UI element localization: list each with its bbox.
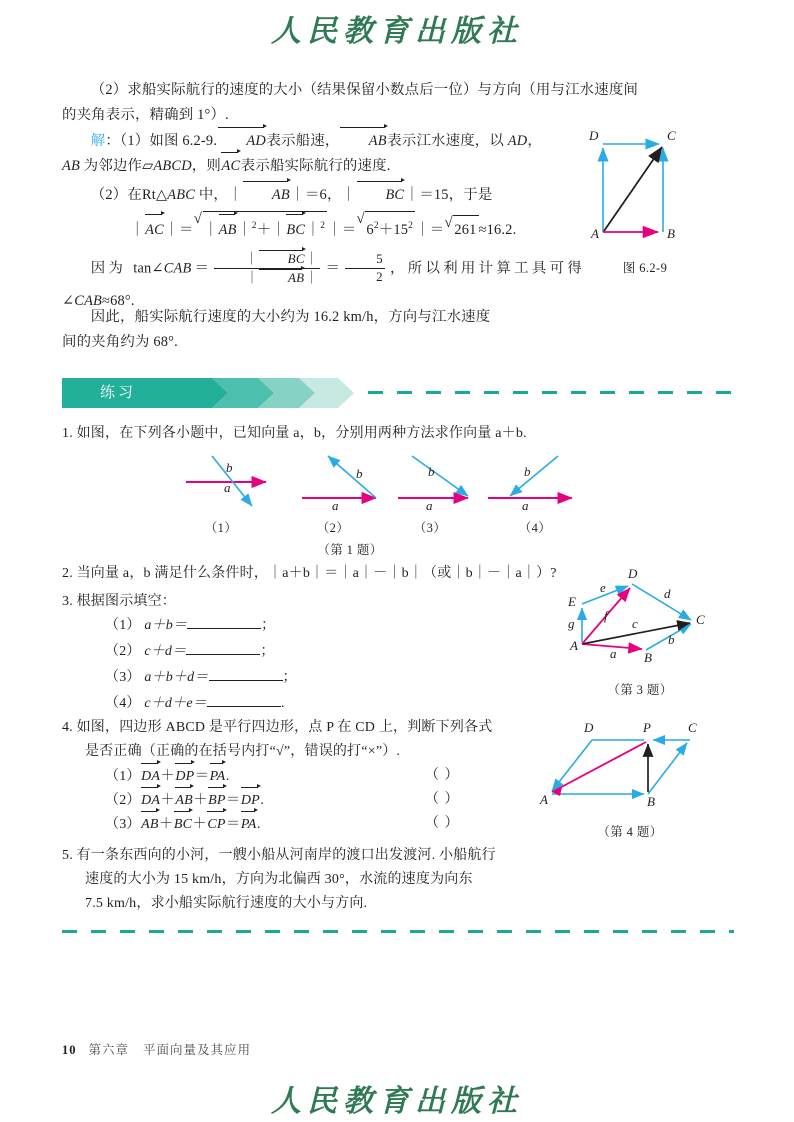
solution-line-3	[62, 182, 562, 208]
p4-2-eq: ＝	[226, 793, 241, 808]
p1-3-vector-b	[412, 456, 468, 496]
figure-6-2-9-caption: 图 6.2-9	[622, 261, 668, 275]
fraction-five-halves	[345, 252, 385, 284]
p4-3-vector-CP: CP	[207, 812, 225, 837]
p3-label-f: f	[604, 608, 608, 623]
p4-label-B: B	[647, 794, 655, 809]
p3-label-e: e	[600, 580, 606, 595]
problem-4-item-1	[105, 764, 535, 789]
p4-label-D: D	[584, 720, 594, 735]
conclusion-line-2: 间的夹角约为 68°.	[62, 334, 178, 350]
eq-abs-close-2: ｜	[305, 221, 321, 238]
problem-4-number: 4.	[62, 720, 73, 735]
eq-abs-close-1: ｜	[237, 221, 252, 238]
conclusion-line-1: 因此，船实际航行速度的大小约为 16.2 km/h，方向与江水速度	[90, 309, 491, 325]
label-C: C	[667, 128, 676, 143]
parallelogram-ABCD: ABCD	[153, 158, 192, 174]
vector-AC: AC	[221, 153, 240, 179]
question-2-line2: 的夹角表示，精确到 1°）.	[62, 107, 229, 123]
p4-1-vector-DP: DP	[175, 764, 194, 789]
sol2-eq2: ｜＝15，于是	[404, 187, 493, 203]
p3-label-c: c	[632, 616, 638, 631]
problem-1-svg	[180, 452, 580, 512]
p1-sublabel-2: （2）	[316, 521, 350, 535]
problem-3-text: 根据图示填空：	[76, 594, 177, 609]
problem-3-item-3	[105, 666, 297, 690]
p4-2-answer-box[interactable]: （ ）	[425, 792, 460, 807]
fraction-num-5: 5	[345, 252, 385, 269]
problem-5-text-1: 有一条东西向的小河，一艘小船从河南岸的渡口出发渡河. 小船航行	[76, 848, 496, 863]
sqrt-body-3: 261	[453, 215, 478, 244]
p4-3-eq: ＝	[226, 817, 241, 832]
problem-3	[62, 590, 502, 614]
p3-label-b: b	[668, 632, 675, 647]
p4-3-vector-AB: AB	[141, 812, 159, 837]
fraction-denominator	[214, 269, 320, 286]
solution-text-e: ，则	[191, 158, 221, 174]
p4-1-op1: ＋	[160, 769, 175, 784]
approx-result: ≈16.2.	[478, 221, 517, 238]
vector-AB-eq: AB	[219, 215, 237, 244]
vector-AD: AD	[218, 128, 266, 154]
p4-1-vector-DA: DA	[141, 764, 160, 789]
p4-2-dot: .	[260, 793, 265, 808]
solution-text-f: 表示船实际航行的速度.	[240, 158, 391, 174]
p4-2-vector-DP: DP	[241, 788, 260, 813]
problem-4-line-2: 是否正确（正确的在括号内打“√”，错误的打“×”）.	[85, 744, 401, 759]
footer-chapter-title: 平面向量及其应用	[143, 1043, 252, 1057]
tan-prefix: 因为 tan∠	[90, 260, 164, 277]
radical-sign-1: √	[193, 211, 203, 227]
vector-BC: BC	[357, 182, 405, 208]
abs-close-4: ｜	[305, 251, 319, 266]
p4-3-vector-BC: BC	[174, 812, 192, 837]
p3-label-g: g	[568, 616, 575, 631]
problem-1-caption: （第 1 题）	[317, 543, 383, 557]
figure-6-2-9	[585, 130, 705, 250]
sol2-eq1: ｜＝6，｜	[290, 187, 357, 203]
tan-eq-1: ＝	[191, 260, 213, 277]
p3-label-A: A	[570, 638, 578, 653]
problem-4-caption: （第 4 题）	[597, 825, 663, 839]
problem-3-item-2	[105, 640, 275, 664]
problem-4-figure	[540, 722, 715, 817]
problem-1	[62, 422, 734, 446]
problem-2-number: 2.	[62, 566, 73, 581]
exponent-2b: 2	[320, 221, 326, 231]
p1-1-label-a: a	[224, 480, 231, 495]
banner-dashed-line	[368, 391, 734, 394]
p4-1-vector-PA: PA	[210, 764, 226, 789]
p4-2-op2: ＋	[193, 793, 208, 808]
solution-colon: ：	[105, 133, 120, 149]
fraction-den-2: 2	[376, 268, 383, 284]
plus-1: ＋	[256, 221, 272, 238]
page-footer	[62, 1040, 251, 1058]
p3-label-d: d	[664, 586, 671, 601]
p4-3-answer-box[interactable]: （ ）	[425, 816, 460, 831]
plus-2: ＋	[378, 221, 394, 238]
rt-triangle-prefix: （2）在Rt△	[90, 187, 168, 203]
tan-postfix: ，所以利用计算工具可得∠	[62, 260, 583, 310]
bottom-dashed-line	[62, 930, 734, 933]
practice-banner	[62, 378, 734, 408]
p3-label-C: C	[696, 612, 705, 627]
p3-label-D: D	[628, 566, 638, 581]
abs-open-5: ｜	[245, 269, 259, 285]
problem-2-text: 当向量 a，b 满足什么条件时，｜a＋b｜＝｜a｜－｜b｜（或｜b｜－｜a｜）?	[76, 566, 557, 581]
problem-4-line-1	[62, 716, 522, 740]
p3-label-E: E	[568, 594, 576, 609]
p1-1-label-b: b	[226, 460, 233, 475]
vector-BC-frac: BC	[259, 251, 305, 267]
problem-3-figure	[560, 558, 720, 668]
problem-3-item-4	[105, 692, 285, 716]
p4-vector-BC	[648, 743, 687, 794]
p3-item-1-blank[interactable]	[187, 615, 261, 629]
equation-magnitude-AC	[130, 211, 650, 244]
problem-4-item-2	[105, 788, 535, 813]
segment-AD: AD	[507, 133, 528, 149]
problem-5-number: 5.	[62, 848, 73, 863]
vector-AC-line	[604, 147, 662, 231]
solution-text-b: 表示船速，	[266, 133, 340, 149]
exponent-2d: 2	[408, 221, 414, 231]
solution-text-c: 表示江水速度，以	[387, 133, 508, 149]
sqrt-expr-3	[444, 215, 478, 244]
p1-4-label-b: b	[524, 464, 531, 479]
p1-sublabel-4: （4）	[518, 521, 552, 535]
sqrt-body-2	[365, 211, 415, 244]
p3-vector-d-DC	[632, 584, 691, 620]
sol2-mid: 中，｜	[195, 187, 243, 203]
p1-2-label-a: a	[332, 498, 339, 513]
p4-3-op2: ＋	[192, 817, 207, 832]
p1-sublabel-3: （3）	[413, 521, 447, 535]
sqrt-body-1	[203, 211, 328, 244]
eq-sign-1: ｜＝	[164, 221, 194, 238]
value-6: 6	[366, 221, 374, 238]
p3-item-4-blank[interactable]	[207, 693, 281, 707]
tan-eq-2: ＝	[322, 260, 344, 277]
p3-item-2-blank[interactable]	[186, 641, 260, 655]
problem-5-line-3: 7.5 km/h，求小船实际航行速度的大小与方向.	[85, 896, 368, 911]
p1-sublabel-1: （1）	[204, 521, 238, 535]
angle-CAB: CAB	[163, 260, 192, 277]
solution-comma: ，	[527, 133, 542, 149]
problem-4-svg	[540, 722, 715, 817]
p1-4-label-a: a	[522, 498, 529, 513]
practice-label: 练习	[99, 384, 136, 401]
p3-item-3-tail: ；	[282, 670, 297, 685]
angle-CAB-2: CAB	[74, 293, 103, 310]
p3-item-4-expr: c＋d＋e＝	[144, 696, 207, 711]
p4-3-vector-PA: PA	[241, 812, 257, 837]
p4-vector-PA-magenta	[552, 742, 646, 792]
figure-6-2-9-svg	[585, 130, 705, 250]
p4-label-A: A	[540, 792, 548, 807]
p1-3-label-b: b	[428, 464, 435, 479]
solution-line-2	[62, 153, 562, 179]
segment-AB: AB	[62, 158, 80, 174]
p3-item-1-tail: ；	[261, 618, 276, 633]
label-B: B	[667, 226, 675, 241]
p4-1-answer-box[interactable]: （ ）	[425, 768, 460, 783]
p4-item-1-label: （1）	[105, 769, 141, 784]
eq-sign-3: ｜＝	[415, 221, 445, 238]
vector-AB-2: AB	[243, 182, 290, 208]
p3-item-2-label: （2）	[105, 644, 141, 659]
p4-2-op1: ＋	[160, 793, 175, 808]
value-15: 15	[393, 221, 409, 238]
eq-sign-2: ｜＝	[327, 221, 357, 238]
problem-3-item-1	[105, 614, 275, 638]
solution-marker: 解	[90, 133, 106, 149]
question-2-line1: （2）求船实际航行的速度的大小（结果保留小数点后一位）与方向（用与江水速度间	[90, 82, 639, 98]
p3-item-1-label: （1）	[105, 618, 141, 633]
p3-item-1-expr: a＋b＝	[144, 618, 188, 633]
p3-item-4-label: （4）	[105, 696, 141, 711]
tan-result: ≈68°.	[102, 293, 135, 310]
p1-4-vector-b	[510, 456, 558, 496]
p3-label-a: a	[610, 646, 617, 661]
solution-text-d: 为邻边作▱	[79, 158, 154, 174]
problem-3-caption: （第 3 题）	[607, 683, 673, 697]
sqrt-expr-2	[356, 211, 415, 244]
p4-vector-DA	[552, 740, 592, 791]
p4-item-2-label: （2）	[105, 793, 141, 808]
fraction-BC-over-AB	[214, 251, 320, 285]
p1-2-vector-b	[328, 456, 376, 498]
problem-3-number: 3.	[62, 594, 73, 609]
problem-4-item-3	[105, 812, 535, 837]
p4-label-C: C	[688, 720, 697, 735]
vector-AB: AB	[340, 128, 387, 154]
exponent-2a: 2	[251, 221, 257, 231]
problem-5-line-2: 速度的大小为 15 km/h，方向为北偏西 30°，水流的速度为向东	[85, 872, 473, 887]
page-number: 10	[62, 1043, 77, 1057]
abs-open-1: ｜	[130, 221, 145, 238]
solution-ref-text: （1）如图 6.2-9.	[119, 133, 218, 149]
p4-1-eq: ＝	[194, 769, 210, 784]
p4-2-vector-AB: AB	[175, 788, 193, 813]
vector-AC-eq: AC	[145, 215, 164, 244]
p3-item-2-tail: ；	[260, 644, 275, 659]
footer-chapter: 第六章	[88, 1043, 130, 1057]
radical-sign-3: √	[444, 214, 453, 231]
p3-item-2-expr: c＋d＝	[144, 644, 187, 659]
label-A: A	[591, 226, 599, 241]
triangle-ABC: ABC	[167, 187, 196, 203]
p4-3-dot: .	[257, 817, 261, 832]
vector-BC-eq: BC	[286, 215, 305, 244]
p4-2-vector-BP: BP	[208, 788, 226, 813]
p3-item-3-expr: a＋b＋d＝	[144, 670, 209, 685]
sqrt-expr-1	[194, 211, 328, 244]
p1-3-label-a: a	[426, 498, 433, 513]
solution-line-1	[62, 128, 562, 154]
problem-1-text: 如图，在下列各小题中，已知向量 a，b，分别用两种方法求作向量 a＋b.	[76, 426, 527, 441]
exponent-2c: 2	[373, 221, 379, 231]
publisher-logo-bottom: 人民教育出版社	[271, 1085, 523, 1118]
abs-open-4: ｜	[245, 251, 259, 266]
problem-5-line-1	[62, 844, 522, 868]
p4-label-P: P	[643, 720, 651, 735]
problem-1-number: 1.	[62, 426, 73, 441]
p3-item-4-tail: .	[280, 696, 285, 711]
problem-2	[62, 562, 562, 586]
abs-open-3: ｜	[271, 221, 286, 238]
p4-item-3-label: （3）	[105, 817, 141, 832]
abs-close-5: ｜	[304, 269, 319, 285]
p1-2-label-b: b	[356, 466, 363, 481]
p3-item-3-blank[interactable]	[209, 667, 283, 681]
p4-3-op1: ＋	[159, 817, 174, 832]
problem-1-figures	[180, 452, 580, 512]
p4-1-dot: .	[225, 769, 230, 784]
p4-2-vector-DA: DA	[141, 788, 160, 813]
vector-AB-frac: AB	[259, 270, 304, 286]
abs-open-2: ｜	[203, 221, 219, 238]
radical-sign-2: √	[356, 211, 365, 227]
publisher-logo-top: 人民教育出版社	[271, 15, 523, 48]
p3-label-B: B	[644, 650, 652, 665]
p3-item-3-label: （3）	[105, 670, 141, 685]
label-D: D	[589, 128, 599, 143]
problem-4-text-1: 如图，四边形 ABCD 是平行四边形，点 P 在 CD 上，判断下列各式	[76, 720, 493, 735]
